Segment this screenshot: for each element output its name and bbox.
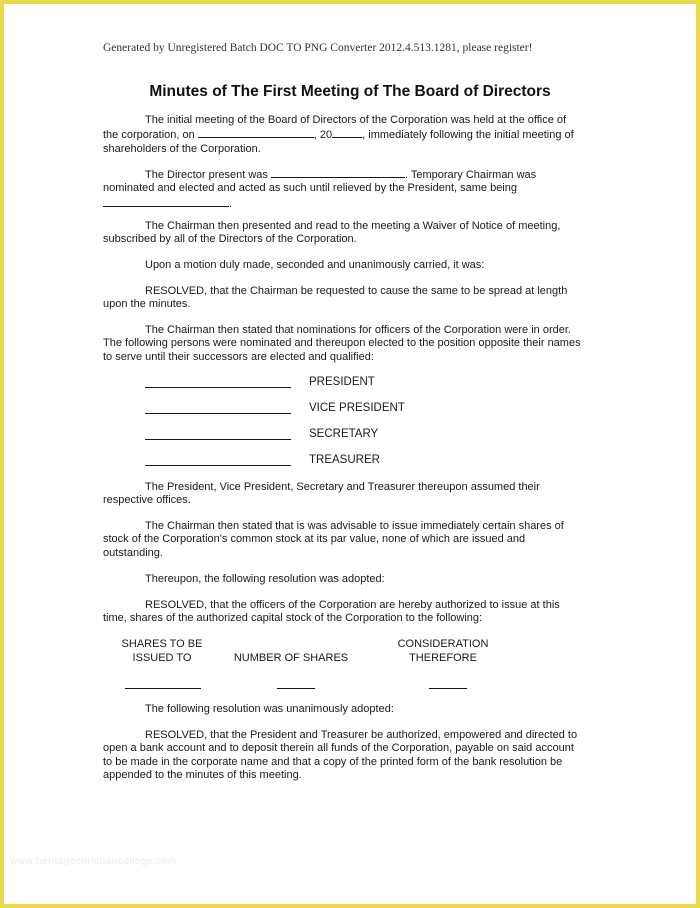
paragraph-following-resolution: The following resolution was unanimously adopted: [145,703,394,715]
column-header-consideration: CONSIDERATION THEREFORE [397,638,489,664]
officer-name-blank [145,465,291,466]
paragraph-thereupon: Thereupon, the following resolution was adopted: [145,573,385,585]
watermark: www.heritagechristiancollege.com [10,856,177,867]
column-header-shares-issued-to: SHARES TO BE ISSUED TO [121,638,203,664]
paragraph-resolved-bank-account: RESOLVED, that the President and Treasurer be authorized, empowered and directed to open a bank account and to deposit therein all funds of the Corporation, payable on said account to be made in the corporate name and that a copy of the printed form of the bank resolution be appended to the minutes of this meeting. [103,729,578,781]
officer-title: PRESIDENT [309,376,375,388]
paragraph-assumed-offices: The President, Vice President, Secretary and Treasurer thereupon assumed their respective offices. [103,481,540,507]
year-blank [332,127,362,138]
paragraph-initial-meeting: The initial meeting of the Board of Directors of the Corporation was held at the office of the corporation, on , 20 , immediately following the initial meeting of shareholders of the Corporation. [103,114,574,155]
officer-name-blank [145,387,291,388]
column-header-number-of-shares: NUMBER OF SHARES [233,652,349,664]
paragraph-resolved-minutes: RESOLVED, that the Chairman be requested to cause the same to be spread at length upon the minutes. [103,285,568,311]
shares-issued-to-blank [125,688,201,689]
paragraph-issue-shares: The Chairman then stated that is was advisable to issue immediately certain shares of stock of the Corporation's common stock at its par value, none of which are issued and outstanding. [103,520,564,559]
number-of-shares-blank [277,688,315,689]
paragraph-director-present: The Director present was . Temporary Chairman was nominated and elected and acted as such until relieved by the President, same being . [103,169,537,210]
paragraph-waiver-notice: The Chairman then presented and read to the meeting a Waiver of Notice of meeting, subscribed by all of the Directors of the Corporation. [103,220,561,246]
converter-header-note: Generated by Unregistered Batch DOC TO PNG Converter 2012.4.513.1281, please register! [103,42,533,54]
officer-title: SECRETARY [309,428,379,440]
officer-title: TREASURER [309,454,380,466]
officer-title: VICE PRESIDENT [309,402,405,414]
paragraph-motion: Upon a motion duly made, seconded and unanimously carried, it was: [145,259,485,271]
officer-name-blank [145,413,291,414]
paragraph-resolved-issue: RESOLVED, that the officers of the Corporation are hereby authorized to issue at this time, shares of the authorized capital stock of the Corporation to the following: [103,599,560,625]
document-title: Minutes of The First Meeting of The Board of Directors [149,83,551,100]
officer-name-blank [145,439,291,440]
consideration-blank [429,688,467,689]
paragraph-nominations: The Chairman then stated that nominations for officers of the Corporation were in order. The following persons were nominated and thereupon elected to the position opposite their names to serve until their successors are elected and qualified: [103,324,581,363]
date-blank [198,127,314,138]
president-name-blank [103,196,229,207]
director-name-blank [271,167,405,178]
